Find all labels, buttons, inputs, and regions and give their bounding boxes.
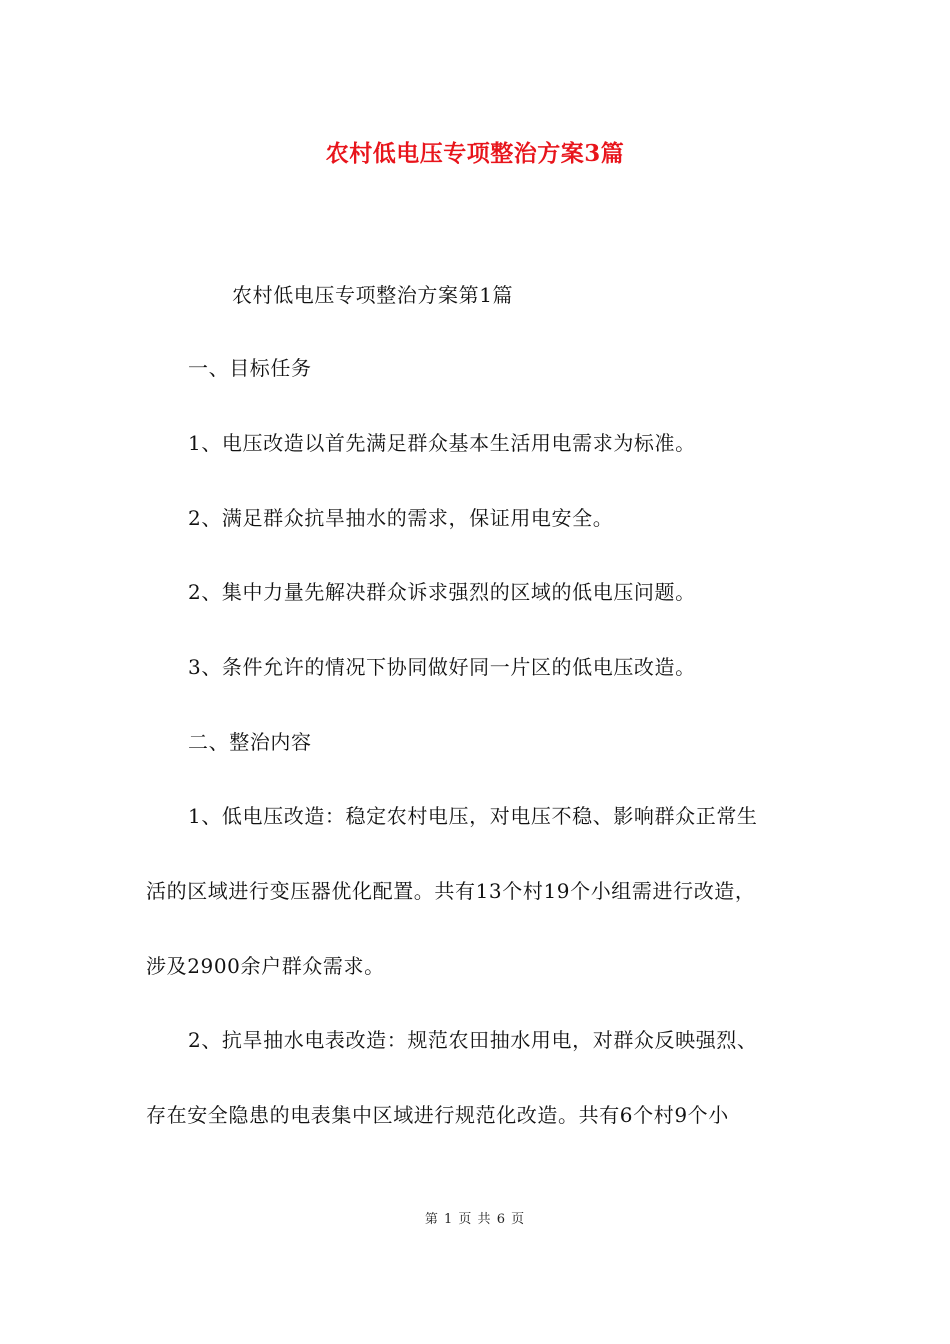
goal-item: 1、电压改造以首先满足群众基本生活用电需求为标准。 xyxy=(188,431,696,455)
document-title: 农村低电压专项整治方案3篇 xyxy=(325,140,625,167)
paragraph-line: 存在安全隐患的电表集中区域进行规范化改造。共有6个村9个小 xyxy=(146,1103,729,1127)
article-subtitle: 农村低电压专项整治方案第1篇 xyxy=(232,283,514,307)
paragraph-line: 涉及2900余户群众需求。 xyxy=(146,954,385,978)
goal-item: 3、条件允许的情况下协同做好同一片区的低电压改造。 xyxy=(188,655,696,679)
page-number-footer: 第 1 页 共 6 页 xyxy=(424,1212,526,1227)
section-heading-goals: 一、目标任务 xyxy=(188,356,312,380)
paragraph-line: 2、抗旱抽水电表改造：规范农田抽水用电，对群众反映强烈、 xyxy=(188,1028,758,1052)
goal-item: 2、满足群众抗旱抽水的需求，保证用电安全。 xyxy=(188,506,614,530)
paragraph-line: 1、低电压改造：稳定农村电压，对电压不稳、影响群众正常生 xyxy=(188,804,758,828)
paragraph-line: 活的区域进行变压器优化配置。共有13个村19个小组需进行改造， xyxy=(146,879,756,903)
section-heading-content: 二、整治内容 xyxy=(188,730,312,754)
goal-item: 2、集中力量先解决群众诉求强烈的区域的低电压问题。 xyxy=(188,580,696,604)
